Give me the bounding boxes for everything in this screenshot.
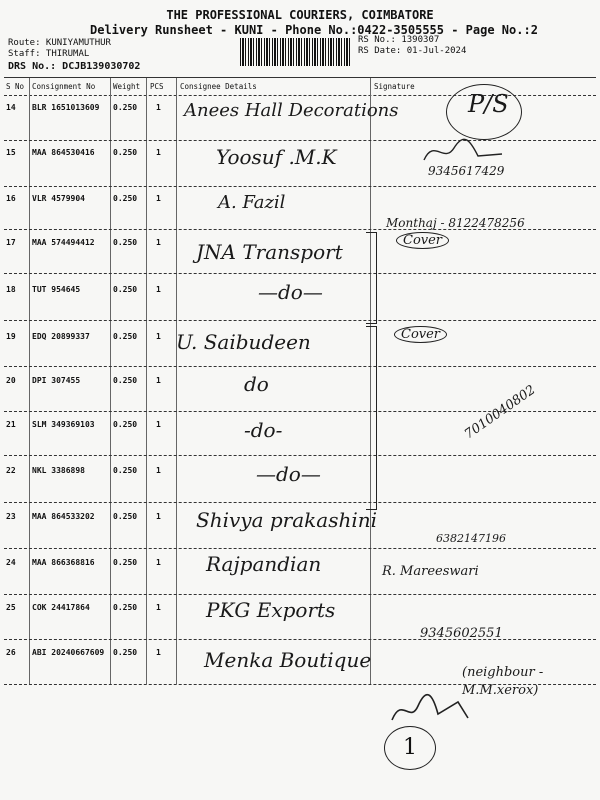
row-signature: (neighbour - M.M.xerox)	[462, 665, 544, 698]
col-signature: Signature	[374, 82, 415, 91]
row-pcs: 1	[156, 332, 161, 341]
row-pcs: 1	[156, 103, 161, 112]
row-rule	[4, 684, 596, 685]
row-consignee: A. Fazil	[218, 192, 286, 213]
row-signature: 6382147196	[436, 532, 506, 545]
row-sno: 19	[6, 332, 16, 341]
row-weight: 0.250	[113, 512, 138, 521]
row-signature: Cover	[396, 232, 449, 249]
row-weight: 0.250	[113, 558, 138, 567]
row-pcs: 1	[156, 420, 161, 429]
row-pcs: 1	[156, 648, 161, 657]
row-consignee: Rajpandian	[206, 552, 322, 576]
row-consignment: BLR 1651013609	[32, 103, 100, 112]
circled-page-count: 1	[384, 726, 436, 770]
row-sno: 16	[6, 194, 16, 203]
row-sno: 25	[6, 603, 16, 612]
col-weight: Weight	[113, 82, 141, 91]
row-weight: 0.250	[113, 238, 138, 247]
row-consignment: DPI 307455	[32, 376, 81, 385]
row-consignment: COK 24417864	[32, 603, 90, 612]
row-rule	[4, 273, 596, 274]
row-consignment: NKL 3386898	[32, 466, 85, 475]
col-pcs: PCS	[150, 82, 164, 91]
col-consignment: Consignment No	[32, 82, 96, 91]
barcode	[240, 38, 350, 66]
row-rule	[4, 548, 596, 549]
row-consignee: do	[244, 372, 269, 396]
row-sno: 21	[6, 420, 16, 429]
rs-date: RS Date: 01-Jul-2024	[358, 46, 467, 56]
row-signature: R. Mareeswari	[382, 564, 479, 579]
row-consignment: EDQ 20899337	[32, 332, 90, 341]
row-sno: 20	[6, 376, 16, 385]
row-consignee: Yoosuf .M.K	[216, 145, 337, 169]
staff: Staff: THIRUMAL	[8, 49, 90, 59]
row-sno: 23	[6, 512, 16, 521]
row-signature: 9345617429	[428, 164, 505, 178]
row-sno: 15	[6, 148, 16, 157]
row-weight: 0.250	[113, 420, 138, 429]
row-sno: 14	[6, 103, 16, 112]
row-pcs: 1	[156, 603, 161, 612]
row-rule	[4, 320, 596, 321]
row-weight: 0.250	[113, 466, 138, 475]
row-signature: 7010040802	[462, 382, 539, 443]
row-weight: 0.250	[113, 332, 138, 341]
row-pcs: 1	[156, 376, 161, 385]
row-rule	[4, 639, 596, 640]
row-pcs: 1	[156, 285, 161, 294]
row-consignment: MAA 866368816	[32, 558, 95, 567]
row-consignment: SLM 349369103	[32, 420, 95, 429]
row-rule	[4, 502, 596, 503]
row-pcs: 1	[156, 466, 161, 475]
row-weight: 0.250	[113, 285, 138, 294]
row-consignee: —do—	[256, 462, 321, 486]
row-consignment: MAA 864530416	[32, 148, 95, 157]
row-consignment: MAA 864533202	[32, 512, 95, 521]
row-rule	[4, 186, 596, 187]
row-consignment: MAA 574494412	[32, 238, 95, 247]
row-sno: 18	[6, 285, 16, 294]
row-rule	[4, 594, 596, 595]
row-pcs: 1	[156, 558, 161, 567]
row-signature: P/S	[468, 90, 509, 118]
col-consignee: Consignee Details	[180, 82, 257, 91]
row-signature: Cover	[394, 326, 447, 343]
row-pcs: 1	[156, 148, 161, 157]
row-pcs: 1	[156, 512, 161, 521]
row-consignee: -do-	[244, 418, 283, 442]
row-rule	[4, 366, 596, 367]
row-consignment: ABI 20240667609	[32, 648, 105, 657]
row-sno: 26	[6, 648, 16, 657]
row-pcs: 1	[156, 238, 161, 247]
row-consignee: —do—	[258, 280, 323, 304]
row-consignee: JNA Transport	[196, 240, 343, 264]
row-weight: 0.250	[113, 648, 138, 657]
grouping-bracket	[366, 326, 377, 510]
row-weight: 0.250	[113, 376, 138, 385]
row-consignment: VLR 4579904	[32, 194, 85, 203]
row-consignee: PKG Exports	[206, 598, 336, 622]
row-consignee: Menka Boutique	[204, 648, 372, 672]
row-weight: 0.250	[113, 148, 138, 157]
ps-circle	[446, 84, 522, 140]
row-sno: 22	[6, 466, 16, 475]
row-signature: 9345602551	[420, 626, 503, 641]
row-consignee: Shivya prakashini	[196, 508, 378, 532]
drs-number: DRS No.: DCJB139030702	[8, 61, 141, 72]
runsheet-subtitle: Delivery Runsheet - KUNI - Phone No.:0422-3505555 - Page No.:2	[90, 23, 538, 37]
row-signature: Monthaj - 8122478256	[386, 216, 525, 230]
row-rule	[4, 229, 596, 230]
signature-scribble	[388, 690, 478, 730]
row-consignment: TUT 954645	[32, 285, 81, 294]
rs-number: RS No.: 1390307	[358, 35, 440, 45]
row-consignee: Anees Hall Decorations	[184, 100, 399, 121]
row-sno: 24	[6, 558, 16, 567]
row-weight: 0.250	[113, 194, 138, 203]
row-pcs: 1	[156, 194, 161, 203]
row-weight: 0.250	[113, 603, 138, 612]
table-top-rule	[4, 77, 596, 78]
col-sno: S No	[6, 82, 25, 91]
row-sno: 17	[6, 238, 16, 247]
route: Route: KUNIYAMUTHUR	[8, 38, 111, 48]
row-weight: 0.250	[113, 103, 138, 112]
grouping-bracket	[366, 232, 377, 324]
signature-scribble	[418, 134, 508, 174]
row-consignee: U. Saibudeen	[176, 330, 311, 354]
row-rule	[4, 455, 596, 456]
runsheet-title: THE PROFESSIONAL COURIERS, COIMBATORE	[166, 8, 434, 22]
